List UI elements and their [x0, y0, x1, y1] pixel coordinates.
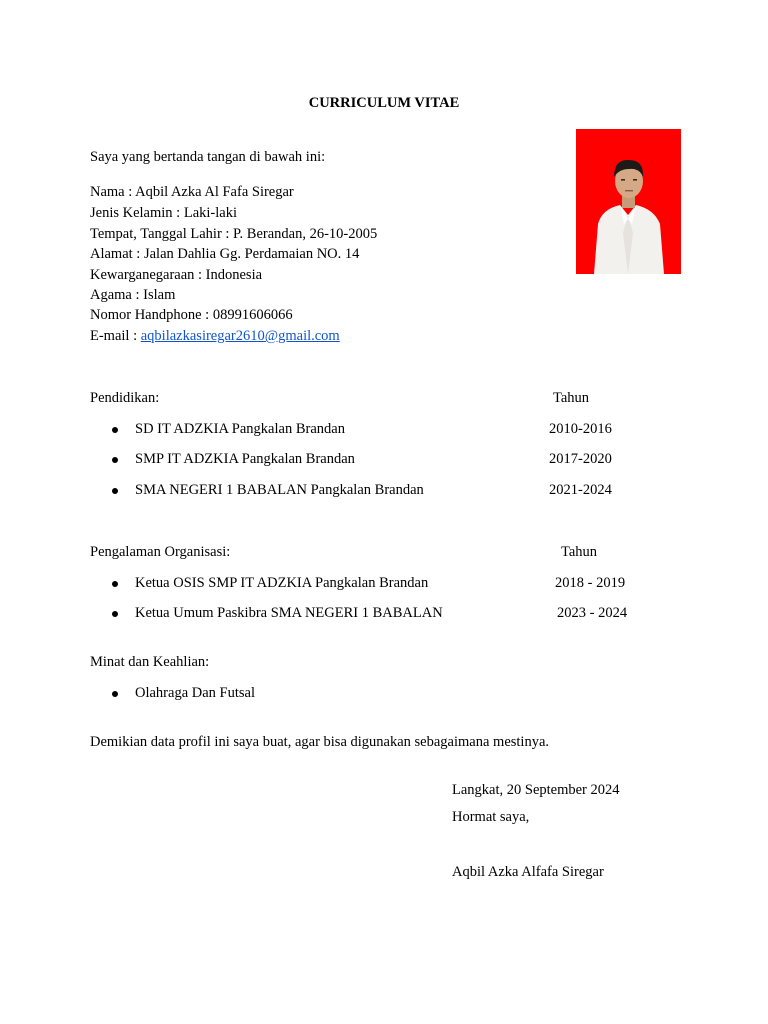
person-photo-icon	[576, 129, 681, 274]
education-heading: Pendidikan:	[90, 390, 160, 406]
organization-year-heading: Tahun	[561, 544, 598, 560]
field-jenis-kelamin: Jenis Kelamin : Laki-laki	[90, 205, 237, 221]
field-ttl: Tempat, Tanggal Lahir : P. Berandan, 26-10-2005	[90, 226, 378, 242]
field-kewarganegaraan: Kewarganegaraan : Indonesia	[90, 267, 263, 283]
email-label: E-mail :	[90, 328, 141, 344]
field-nama: Nama : Aqbil Azka Al Fafa Siregar	[90, 184, 294, 200]
education-year: 2021-2024	[549, 482, 612, 498]
field-alamat: Alamat : Jalan Dahlia Gg. Perdamaian NO. 14	[90, 246, 360, 262]
organization-year: 2023 - 2024	[557, 605, 628, 621]
bullet-icon	[112, 488, 118, 494]
intro-text: Saya yang bertanda tangan di bawah ini:	[90, 149, 326, 165]
page-title: CURRICULUM VITAE	[308, 95, 460, 111]
signature-place-date: Langkat, 20 September 2024	[452, 782, 620, 798]
interest-name: Olahraga Dan Futsal	[135, 685, 255, 701]
signature-name: Aqbil Azka Alfafa Siregar	[452, 864, 604, 880]
organization-heading: Pengalaman Organisasi:	[90, 544, 231, 560]
bullet-icon	[112, 427, 118, 433]
bullet-icon	[112, 581, 118, 587]
field-email	[90, 327, 340, 345]
closing-text: Demikian data profil ini saya buat, agar bisa digunakan sebagaimana mestinya.	[90, 734, 550, 750]
education-year: 2010-2016	[549, 421, 612, 437]
field-agama: Agama : Islam	[90, 287, 176, 303]
bullet-icon	[112, 611, 118, 617]
education-name: SD IT ADZKIA Pangkalan Brandan	[135, 421, 345, 437]
organization-name: Ketua Umum Paskibra SMA NEGERI 1 BABALAN	[135, 605, 443, 621]
education-name: SMP IT ADZKIA Pangkalan Brandan	[135, 451, 355, 467]
signature-greeting: Hormat saya,	[452, 809, 530, 825]
education-year-heading: Tahun	[553, 390, 590, 406]
field-hp: Nomor Handphone : 08991606066	[90, 307, 293, 323]
bullet-icon	[112, 691, 118, 697]
organization-year: 2018 - 2019	[555, 575, 626, 591]
bullet-icon	[112, 457, 118, 463]
education-name: SMA NEGERI 1 BABALAN Pangkalan Brandan	[135, 482, 424, 498]
email-link[interactable]: aqbilazkasiregar2610@gmail.com	[140, 328, 340, 344]
organization-name: Ketua OSIS SMP IT ADZKIA Pangkalan Brandan	[135, 575, 429, 591]
education-year: 2017-2020	[549, 451, 612, 467]
interests-heading: Minat dan Keahlian:	[90, 654, 210, 670]
profile-photo	[576, 129, 681, 274]
